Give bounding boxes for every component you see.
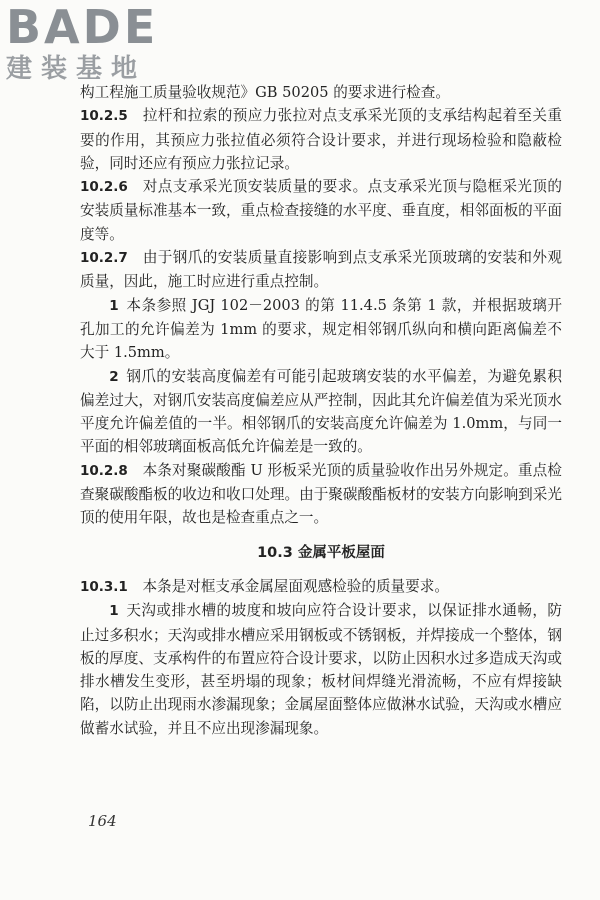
section-heading: 10.3 金属平板屋面: [257, 544, 385, 561]
clause-number: 10.2.7: [80, 250, 128, 267]
clause-paragraph: [80, 104, 562, 175]
clause-paragraph: [80, 459, 562, 530]
item-number: 1: [109, 297, 119, 314]
clause-paragraph: [80, 246, 562, 294]
clause-number: 10.2.6: [80, 179, 128, 196]
paragraph: [80, 81, 562, 104]
clause-text: 拉杆和拉索的预应力张拉对点支承采光顶的支承结构起着至关重要的作用，其预应力张拉值必须符合设计要求，并进行现场检验和隐蔽检验，同时还应有预应力张拉记录。: [80, 107, 562, 172]
watermark-logo: [6, 0, 159, 84]
clause-number: 10.2.8: [80, 462, 128, 479]
logo-subtitle: 建装基地: [6, 54, 147, 84]
clause-paragraph: [80, 575, 562, 599]
item-text: 天沟或排水槽的坡度和坡向应符合设计要求，以保证排水通畅，防止过多积水；天沟或排水槽应采用钢板或不锈钢板，并焊接成一个整体，钢板的厚度、支承构件的布置应符合设计要求，以防止因积水过多造成天沟或排水槽发生变形，甚至坍塌的现象；板材间焊缝光滑流畅，不应有焊接缺陷，以防止出现雨水渗漏现象；金属屋面整体应做淋水试验，天沟或水槽应做蓄水试验，并且不应出现渗漏现象。: [80, 602, 562, 737]
logo-wordmark: BADE: [6, 0, 159, 54]
clause-text: 由于钢爪的安装质量直接影响到点支承采光顶玻璃的安装和外观质量，因此，施工时应进行重点控制。: [80, 249, 562, 291]
item-paragraph: [80, 294, 562, 365]
item-number: 2: [109, 368, 119, 385]
item-text: 钢爪的安装高度偏差有可能引起玻璃安装的水平偏差，为避免累积偏差过大，对钢爪安装高度偏差应从严控制，因此其允许偏差值为采光顶水平度允许偏差值的一半。相邻钢爪的安装高度允许偏差为 1.0mm，与同一平面的相邻玻璃面板高低允许偏差是一致的。: [80, 367, 562, 456]
page-number: 164: [88, 812, 117, 830]
item-paragraph: [80, 365, 562, 459]
clause-text: 对点支承采光顶安装质量的要求。点支承采光顶与隐框采光顶的安装质量标准基本一致，重点检查接缝的水平度、垂直度，相邻面板的平面度等。: [80, 178, 562, 243]
clause-number: 10.3.1: [80, 578, 128, 595]
clause-paragraph: [80, 175, 562, 246]
clause-number: 10.2.5: [80, 108, 128, 125]
clause-text: 本条是对框支承金属屋面观感检验的质量要求。: [142, 577, 449, 595]
paragraph-text: 构工程施工质量验收规范》GB 50205 的要求进行检查。: [80, 84, 450, 101]
item-number: 1: [109, 603, 119, 620]
document-body: [80, 81, 562, 740]
clause-text: 本条对聚碳酸酯 U 形板采光顶的质量验收作出另外规定。重点检查聚碳酸酯板的收边和收口处理。由于聚碳酸酯板材的安装方向影响到采光顶的使用年限，故也是检查重点之一。: [80, 461, 562, 527]
item-text: 本条参照 JGJ 102－2003 的第 11.4.5 条第 1 款，并根据玻璃开孔加工的允许偏差为 1mm 的要求，规定相邻钢爪纵向和横向距离偏差不大于 1.5mm。: [80, 296, 562, 362]
item-paragraph: [80, 599, 562, 740]
